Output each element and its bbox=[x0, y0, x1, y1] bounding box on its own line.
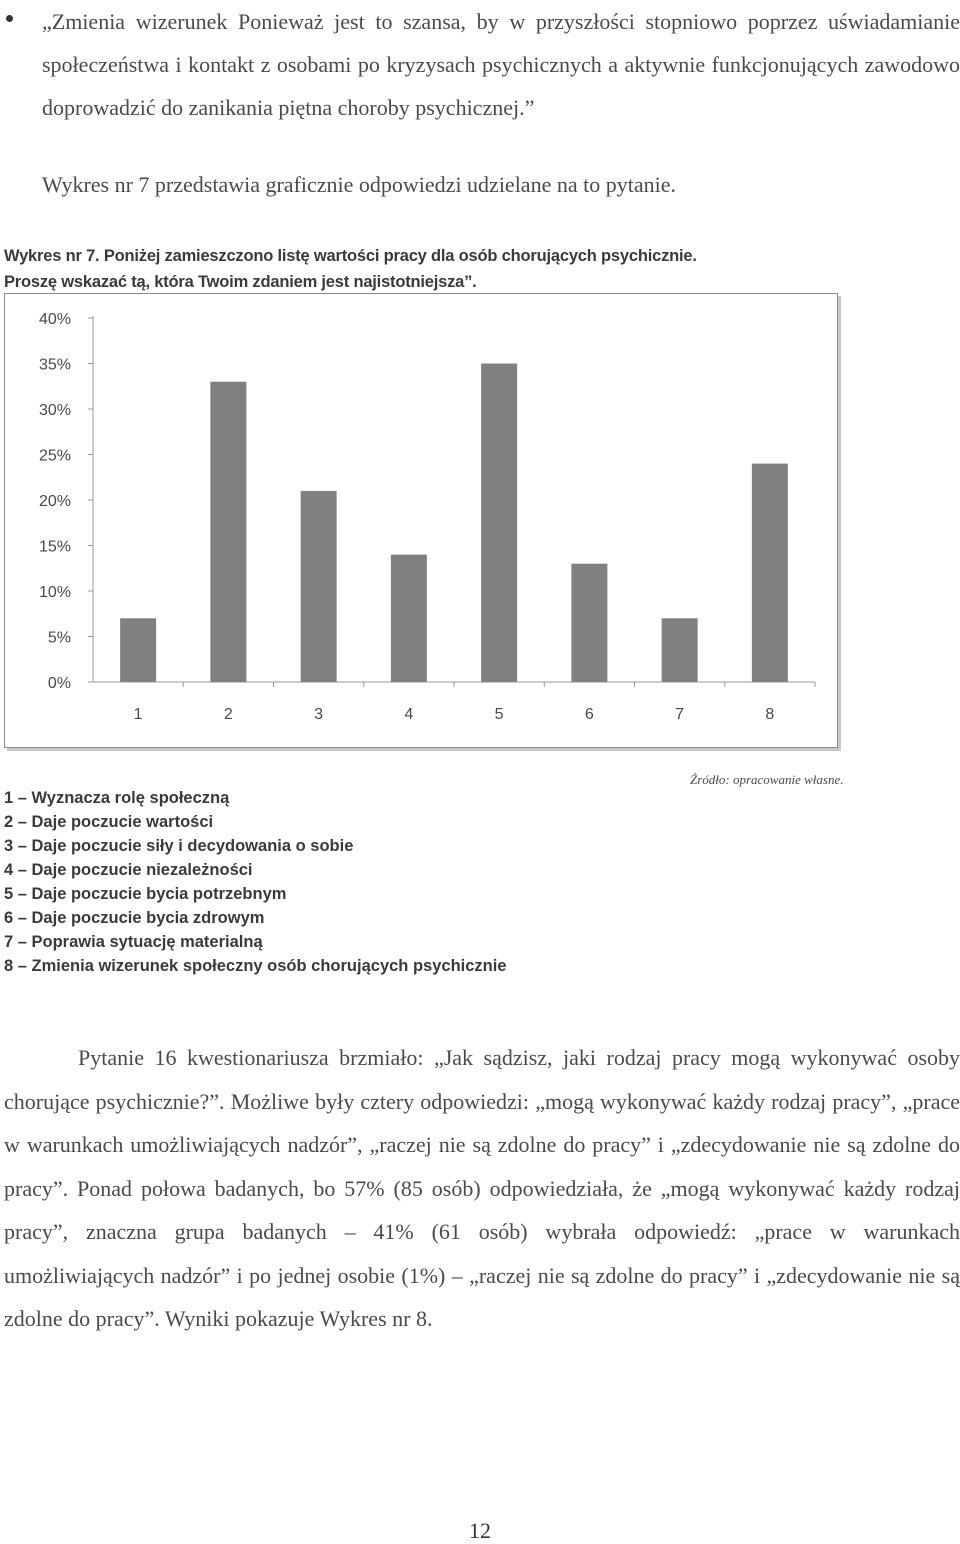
legend-item-5: 5 – Daje poczucie bycia potrzebnym bbox=[4, 885, 287, 903]
y-tick-label: 20% bbox=[38, 493, 71, 510]
body-paragraph bbox=[4, 1036, 960, 1341]
legend-item-3: 3 – Daje poczucie siły i decydowania o sobie bbox=[4, 837, 354, 855]
y-tick-label: 25% bbox=[38, 447, 71, 465]
bar-2 bbox=[210, 382, 246, 682]
chart-heading-line-2: Proszę wskazać tą, która Twoim zdaniem jest najistotniejsza”. bbox=[4, 273, 477, 291]
x-tick-label: 7 bbox=[675, 706, 685, 723]
x-tick-label: 4 bbox=[404, 706, 414, 723]
bar-4 bbox=[391, 555, 427, 682]
bullet-paragraph-text: „Zmienia wizerunek Ponieważ jest to szansa, by w przyszłości stopniowo poprzez uświadamianie społeczeństwa i kontakt z osobami po kryzysach psychicznych a aktywnie funkcjonujących zawodowo doprowadzić do zanikania piętna choroby psychicznej.” bbox=[42, 9, 960, 120]
body-paragraph-text: Pytanie 16 kwestionariusza brzmiało: „Jak sądzisz, jaki rodzaj pracy mogą wykonywać osoby chorujące psychicznie?”. Możliwe były cztery odpowiedzi: „mogą wykonywać każdy rodzaj pracy”, „prace w warunkach umożliwiających nadzór”, „raczej nie są zdolne do pracy” i „zdecydowanie nie są zdolne do pracy”. Ponad połowa badanych, bo 57% (85 osób) odpowiedziała, że „mogą wykonywać każdy rodzaj pracy”, znaczna grupa badanych – 41% (61 osób) wybrała odpowiedź: „prace w warunkach umożliwiających nadzór” i po jednej osobie (1%) – „raczej nie są zdolne do pracy” i „zdecydowanie nie są zdolne do pracy”. Wyniki pokazuje Wykres nr 8. bbox=[4, 1045, 960, 1331]
chart-heading-line-1: Wykres nr 7. Poniżej zamieszczono listę wartości pracy dla osób chorujących psychicznie. bbox=[4, 247, 697, 265]
y-tick-label: 5% bbox=[47, 629, 71, 647]
x-tick-label: 5 bbox=[494, 706, 504, 723]
intro-line: Wykres nr 7 przedstawia graficznie odpowiedzi udzielane na to pytanie. bbox=[42, 172, 676, 197]
bar-7 bbox=[662, 618, 698, 682]
y-tick-label: 40% bbox=[38, 311, 71, 328]
bar-8 bbox=[752, 464, 788, 682]
bar-1 bbox=[120, 618, 156, 682]
x-tick-label: 6 bbox=[584, 706, 594, 723]
bar-6 bbox=[571, 564, 607, 682]
bullet-point bbox=[6, 15, 13, 22]
legend-item-8: 8 – Zmienia wizerunek społeczny osób chorujących psychicznie bbox=[4, 957, 507, 975]
legend-item-2: 2 – Daje poczucie wartości bbox=[4, 813, 214, 831]
page-number: 12 bbox=[469, 1518, 491, 1543]
bar-5 bbox=[481, 364, 517, 683]
chart-heading bbox=[4, 243, 697, 295]
chart-legend bbox=[4, 786, 507, 978]
bar-3 bbox=[301, 491, 337, 682]
y-tick-label: 35% bbox=[38, 356, 71, 374]
y-tick-label: 30% bbox=[38, 402, 71, 419]
x-tick-label: 1 bbox=[133, 706, 143, 723]
bar-chart bbox=[5, 294, 837, 747]
chart-frame bbox=[4, 293, 838, 748]
y-tick-label: 0% bbox=[47, 675, 71, 692]
bullet-paragraph bbox=[0, 0, 960, 129]
legend-item-4: 4 – Daje poczucie niezależności bbox=[4, 861, 253, 879]
legend-item-7: 7 – Poprawia sytuację materialną bbox=[4, 933, 263, 951]
x-tick-label: 2 bbox=[223, 706, 233, 723]
y-tick-label: 10% bbox=[38, 584, 71, 601]
source-note: Źródło: opracowanie własne. bbox=[690, 772, 844, 787]
x-tick-label: 3 bbox=[314, 706, 324, 723]
legend-item-1: 1 – Wyznacza rolę społeczną bbox=[4, 789, 230, 807]
legend-item-6: 6 – Daje poczucie bycia zdrowym bbox=[4, 909, 265, 927]
y-tick-label: 15% bbox=[38, 538, 71, 556]
x-tick-label: 8 bbox=[765, 706, 775, 723]
